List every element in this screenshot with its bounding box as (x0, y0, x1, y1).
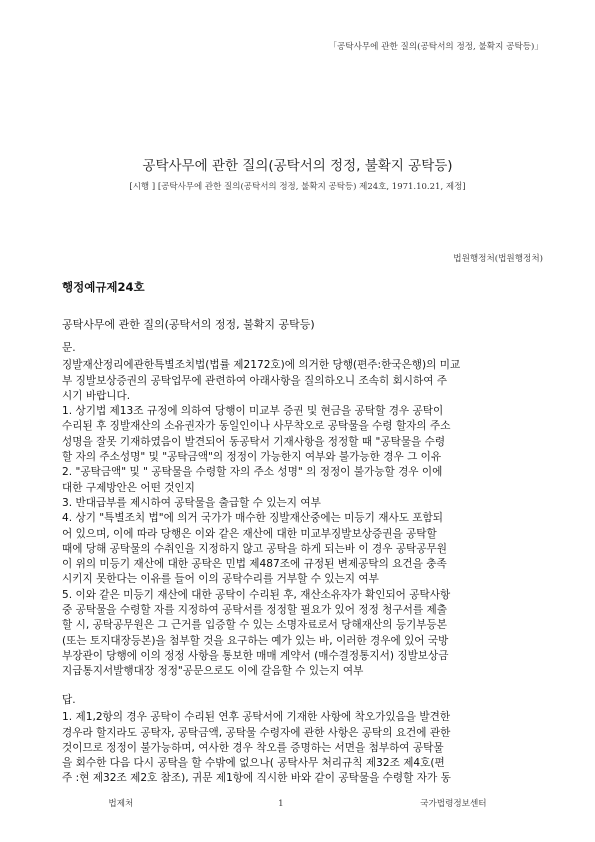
question-section (62, 341, 544, 680)
question-line: 때에 당해 공탁물의 수취인을 지정하지 않고 공탁을 하게 되는바 이 경우 공탁공무원 (62, 542, 447, 555)
document-title: 공탁사무에 관한 질의(공탁서의 정정, 불확지 공탁등) (142, 158, 453, 174)
question-line: 2. "공탁금액" 및 " 공탁물을 수령할 자의 주소 성명" 의 정정이 불가능할 경우 이에 (62, 466, 443, 479)
question-line: 부장관이 당행에 이의 정정 사항을 통보한 매매 계약서 (매수결정통지서) 징발보상금 (62, 649, 449, 662)
question-line: 징발재산정리에관한특별조치법(법률 제2172호)에 의거한 당행(편주:한국은행)의 미교 (62, 359, 461, 372)
question-line: 수리된 후 징발재산의 소유권자가 동일인이나 사무착오로 공탁물을 수령 할자의 주소 (62, 420, 451, 433)
answer-line: 경우라 할지라도 공탁자, 공탁금액, 공탁물 수령자에 관한 사항은 공탁의 요건에 관한 (62, 726, 451, 739)
question-line: 대한 구제방안은 어떤 것인지 (62, 481, 195, 494)
question-line: 부 징발보상증권의 공탁업무에 관련하여 아래사항을 질의하오니 조속히 회시하여 주 (62, 374, 448, 387)
question-line: (또는 토지대장등본)을 첨부할 것을 요구하는 예가 있는 바, 이러한 경우에 있어 국방 (62, 634, 449, 647)
question-line: 할 시, 공탁공무원은 그 근거를 입증할 수 있는 소명자료로서 당해재산의 등기부등본 (62, 619, 447, 632)
answer-line: 주 :현 제32조 제2호 참조), 귀문 제1항에 직시한 바와 같이 공탁물을 수령할 자가 동 (62, 772, 451, 785)
question-line: 시키지 못한다는 이유를 들어 이의 공탁수리를 거부할 수 있는지 여부 (62, 573, 379, 586)
rule-number: 행정예규제24호 (62, 280, 145, 294)
question-line: 성명을 잘못 기재하였음이 발견되어 동공탁서 기재사항을 정정할 때 "공탁물을 수령 (62, 435, 446, 448)
question-line: 이 위의 미등기 재산에 대한 공탁은 민법 제487조에 규정된 변제공탁의 요건을 충족 (62, 558, 447, 571)
question-line: 중 공탁물을 수령할 자를 지정하여 공탁서를 정정할 필요가 있어 정정 청구서를 제출 (62, 604, 447, 617)
question-line: 지급통지서발행대장 정정"공문으로도 이에 갈음할 수 있는지 여부 (62, 665, 364, 678)
section-heading: 공탁사무에 관한 질의(공탁서의 정정, 불확지 공탁등) (62, 318, 315, 331)
document-reference-header: 「공탁사무에 관한 질의(공탁서의 정정, 불확지 공탁등)」 (328, 42, 543, 52)
question-line: 4. 상기 "특별조치 법"에 의거 국가가 매수한 징발재산중에는 미등기 재사도 포함되 (62, 512, 443, 525)
question-line: 3. 반대급부를 제시하여 공탁물을 출급할 수 있는지 여부 (62, 496, 321, 509)
question-line: 1. 상기법 제13조 규정에 의하여 당행이 미교부 증권 및 현금을 공탁할 경우 공탁이 (62, 405, 444, 418)
answer-section (62, 693, 544, 787)
answer-label: 답. (62, 694, 76, 706)
enforcement-info: [시행 ] [공탁사무에 관한 질의(공탁서의 정정, 불확지 공탁등) 제24호, 1971.10.21, 제정] (129, 182, 466, 192)
question-line: 할 자의 주소성명" 및 "공탁금액"의 정정이 가능한지 여부와 불가능한 경우 그 이유 (62, 451, 442, 464)
answer-line: 1. 제1,2항의 경우 공탁이 수리된 연후 공탁서에 기재한 사항에 착오가있음을 발견한 (62, 711, 451, 724)
answer-line: 을 회수한 다음 다시 공탁을 할 수밖에 없으나( 공탁사무 처리규칙 제32조 제4호(편 (62, 757, 445, 770)
answer-line: 것이므로 정정이 불가능하며, 여사한 경우 착오를 증명하는 서면을 첨부하여 공탁물 (62, 741, 444, 754)
question-line: 어 있으며, 이에 따라 당행은 이와 같은 재산에 대한 미교부징발보상증권을 공탁할 (62, 527, 437, 540)
question-label: 문. (62, 342, 76, 354)
ministry-label: 법원행정처(법원행정처) (453, 254, 543, 264)
question-line: 5. 이와 같은 미등기 재산에 대한 공탁이 수리된 후, 재산소유자가 확인되어 공탁사항 (62, 588, 451, 601)
page-footer: 법제처 1 국가법령정보센터 (108, 799, 487, 809)
question-line: 시기 바랍니다. (62, 389, 131, 402)
